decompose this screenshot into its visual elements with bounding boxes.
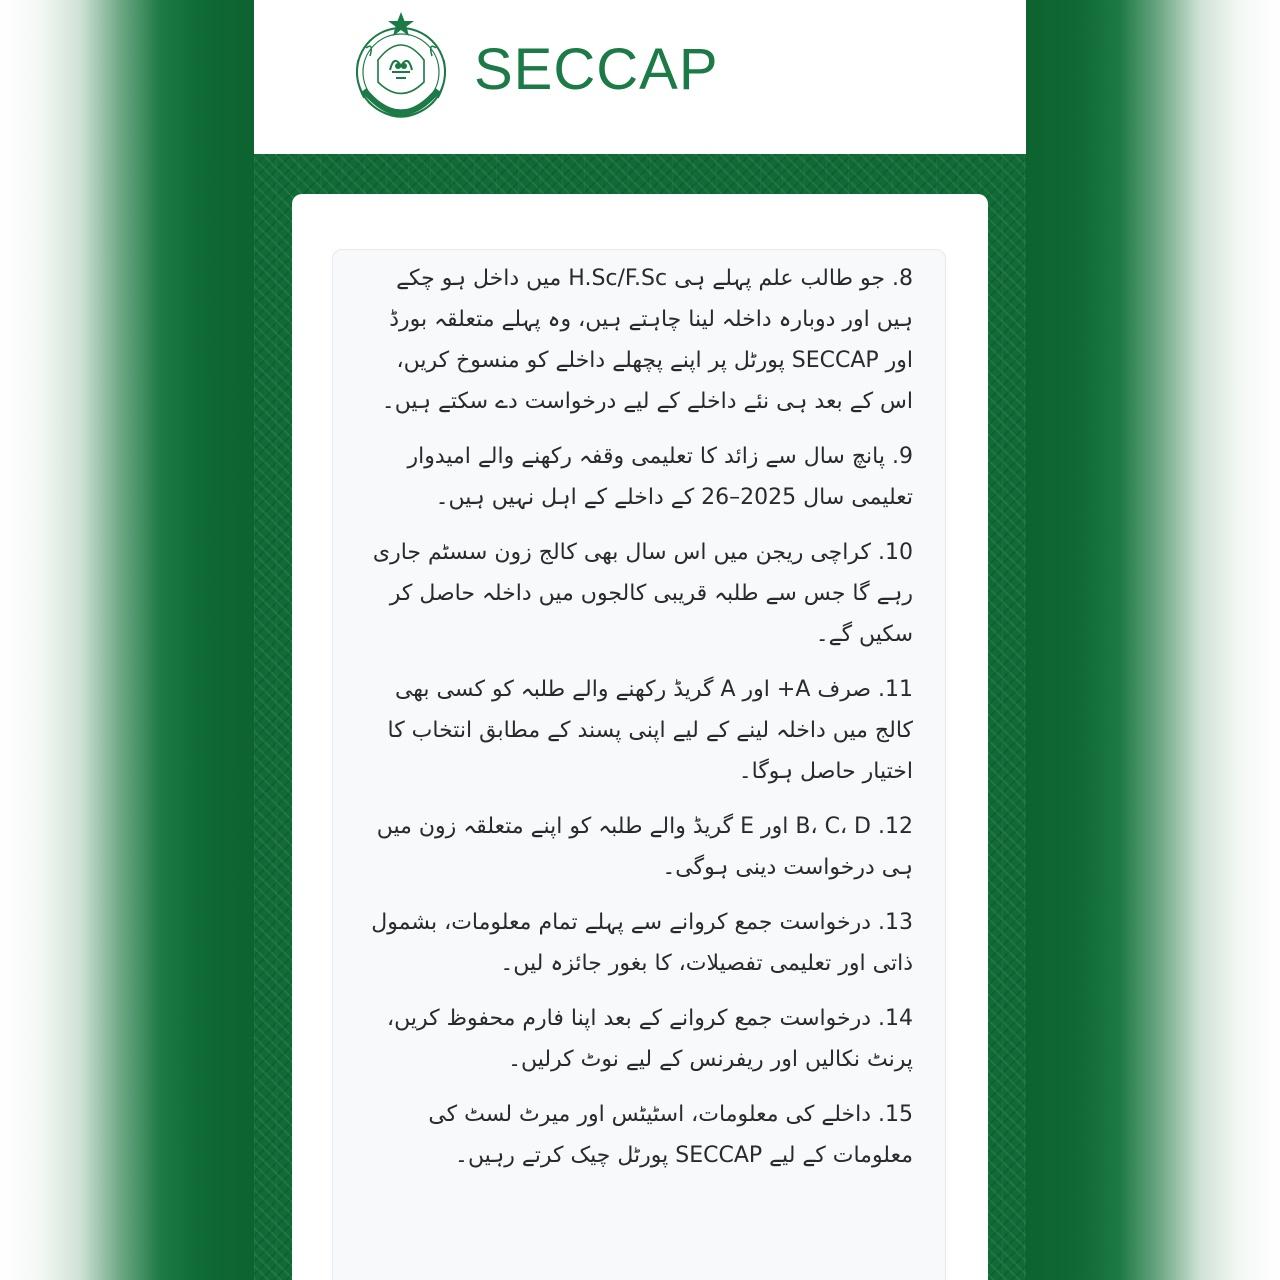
- list-item: 14. درخواست جمع کروانے کے بعد اپنا فارم محفوظ کریں، پرنٹ نکالیں اور ریفرنس کے لیے نوٹ کرلیں۔: [387, 1006, 913, 1072]
- patterned-background: [254, 154, 1026, 1280]
- notice-box: [332, 249, 946, 1280]
- app-screen: [254, 0, 1026, 1280]
- brand-title: SECCAP: [474, 37, 719, 102]
- list-item: 11. صرف A+ اور A گریڈ رکھنے والے طلبہ کو کسی بھی کالج میں داخلہ لینے کے لیے اپنی پسند کے مطابق انتخاب کا اختیار حاصل ہوگا۔: [387, 677, 913, 784]
- list-item: 15. داخلے کی معلومات، اسٹیٹس اور میرٹ لسٹ کی معلومات کے لیے SECCAP پورٹل چیک کرتے رہیں۔: [428, 1102, 913, 1168]
- list-item: 9. پانچ سال سے زائد کا تعلیمی وقفہ رکھنے والے امیدوار تعلیمی سال 2025–26 کے داخلے کے اہل نہیں ہیں۔: [407, 444, 913, 510]
- list-item: 13. درخواست جمع کروانے سے پہلے تمام معلومات، بشمول ذاتی اور تعلیمی تفصیلات، کا بغور جائزہ لیں۔: [371, 910, 913, 976]
- list-item: 8. جو طالب علم پہلے ہی H.Sc/F.Sc میں داخل ہو چکے ہیں اور دوبارہ داخلہ لینا چاہتے ہیں، وہ پہلے متعلقہ بورڈ اور SECCAP پورٹل پر اپنے پچھلے داخلے کو منسوخ کریں، اس کے بعد ہی نئے داخلے کے لیے درخواست دے سکتے ہیں۔: [381, 266, 913, 414]
- list-item: 12. B، C، D اور E گریڈ والے طلبہ کو اپنے متعلقہ زون میں ہی درخواست دینی ہوگی۔: [376, 814, 913, 880]
- content-card: [292, 194, 988, 1280]
- list-item: 10. کراچی ریجن میں اس سال بھی کالج زون سسٹم جاری رہے گا جس سے طلبہ قریبی کالجوں میں داخلہ حاصل کر سکیں گے۔: [372, 540, 913, 647]
- app-header: [254, 0, 1026, 154]
- instructions-list: [333, 250, 945, 1176]
- sindh-government-seal-icon: [346, 10, 456, 130]
